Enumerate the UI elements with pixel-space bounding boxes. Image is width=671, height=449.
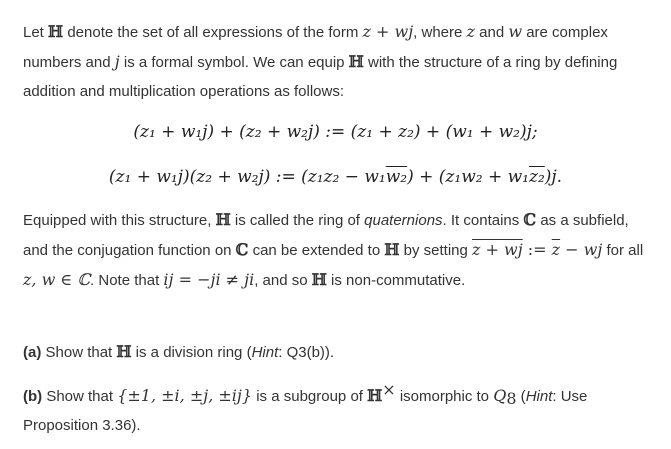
part-a — [23, 337, 653, 367]
complex-symbol: ℂ — [523, 210, 537, 229]
math-expression: )j. — [544, 167, 563, 187]
text: and — [474, 24, 509, 41]
math-variable: z — [466, 22, 475, 41]
text: Let — [23, 24, 49, 41]
math-expression: − wj — [560, 240, 603, 259]
text: Show that — [41, 344, 117, 361]
text: by setting — [399, 242, 473, 259]
text: , and so — [254, 272, 312, 289]
intro-paragraph — [23, 17, 653, 106]
text: is a formal symbol. We can equip — [119, 54, 349, 71]
quaternion-symbol: ℍ — [367, 386, 383, 405]
quaternion-symbol: ℍ — [348, 52, 364, 71]
text: Show that — [42, 388, 118, 405]
emphasis-term: quaternions — [364, 212, 443, 229]
text: is non-commutative. — [326, 272, 466, 289]
part-label: (b) — [23, 388, 43, 405]
math-conjugate: z + wj — [472, 240, 523, 259]
quaternion-symbol: ℍ — [48, 22, 64, 41]
math-variable: j — [114, 52, 120, 71]
math-superscript: × — [382, 380, 396, 399]
math-expression: z, w ∈ ℂ — [23, 270, 91, 289]
math-operator: := — [522, 240, 552, 259]
text: with the structure of a ring by defining addition and multiplication operations as follows: — [23, 54, 618, 100]
math-expression: ) + (z₁w₂ + w₁ — [407, 167, 529, 187]
math-variable: w — [508, 22, 523, 41]
text: . Note that — [90, 272, 164, 289]
addition-equation — [0, 122, 671, 142]
complex-symbol: ℂ — [235, 240, 249, 259]
text: : Q3(b)). — [278, 344, 335, 361]
math-expression: ij = −ji ≠ ji — [163, 270, 255, 289]
text: , where — [413, 24, 467, 41]
part-b — [23, 381, 653, 440]
hint-label: Hint — [251, 344, 279, 361]
text: can be extended to — [248, 242, 385, 259]
text: Equipped with this structure, — [23, 212, 216, 229]
text: is a subgroup of — [252, 388, 368, 405]
math-expression: z + wj — [362, 22, 414, 41]
part-label: (a) — [23, 344, 42, 361]
math-conjugate: w₂ — [385, 167, 408, 187]
text: is a division ring ( — [131, 344, 252, 361]
text: : Use Proposition 3.36). — [23, 388, 588, 434]
text: as a subfield, and the conjugation function on — [23, 212, 629, 259]
text: . It contains — [442, 212, 524, 229]
text: for all — [602, 242, 644, 259]
quaternion-symbol: ℍ — [311, 270, 327, 289]
math-expression: (z₁ + w₁j)(z₂ + w₂j) := (z₁z₂ − w₁ — [108, 167, 386, 187]
quaternion-symbol: ℍ — [215, 210, 231, 229]
text: isomorphic to — [395, 388, 494, 405]
structure-paragraph — [23, 205, 653, 295]
quaternion-symbol: ℍ — [116, 342, 132, 361]
text: ( — [516, 388, 526, 405]
text: are complex numbers and — [23, 24, 608, 71]
math-variable: Q — [493, 386, 507, 405]
math-conjugate: z₂ — [528, 167, 545, 187]
hint-label: Hint — [525, 388, 553, 405]
multiplication-equation — [0, 167, 671, 187]
math-subscript: 8 — [506, 389, 517, 408]
text: is called the ring of — [230, 212, 365, 229]
text: denote the set of all expressions of the form — [63, 24, 363, 41]
math-expression: {±1, ±i, ±j, ±ij} — [117, 386, 253, 405]
math-conjugate: $\overline{z}$ — [551, 240, 561, 259]
quaternion-symbol: ℍ — [384, 240, 400, 259]
math-expression: (z₁ + w₁j) + (z₂ + w₂j) := (z₁ + z₂) + (w₁ + w₂)j; — [133, 122, 538, 142]
